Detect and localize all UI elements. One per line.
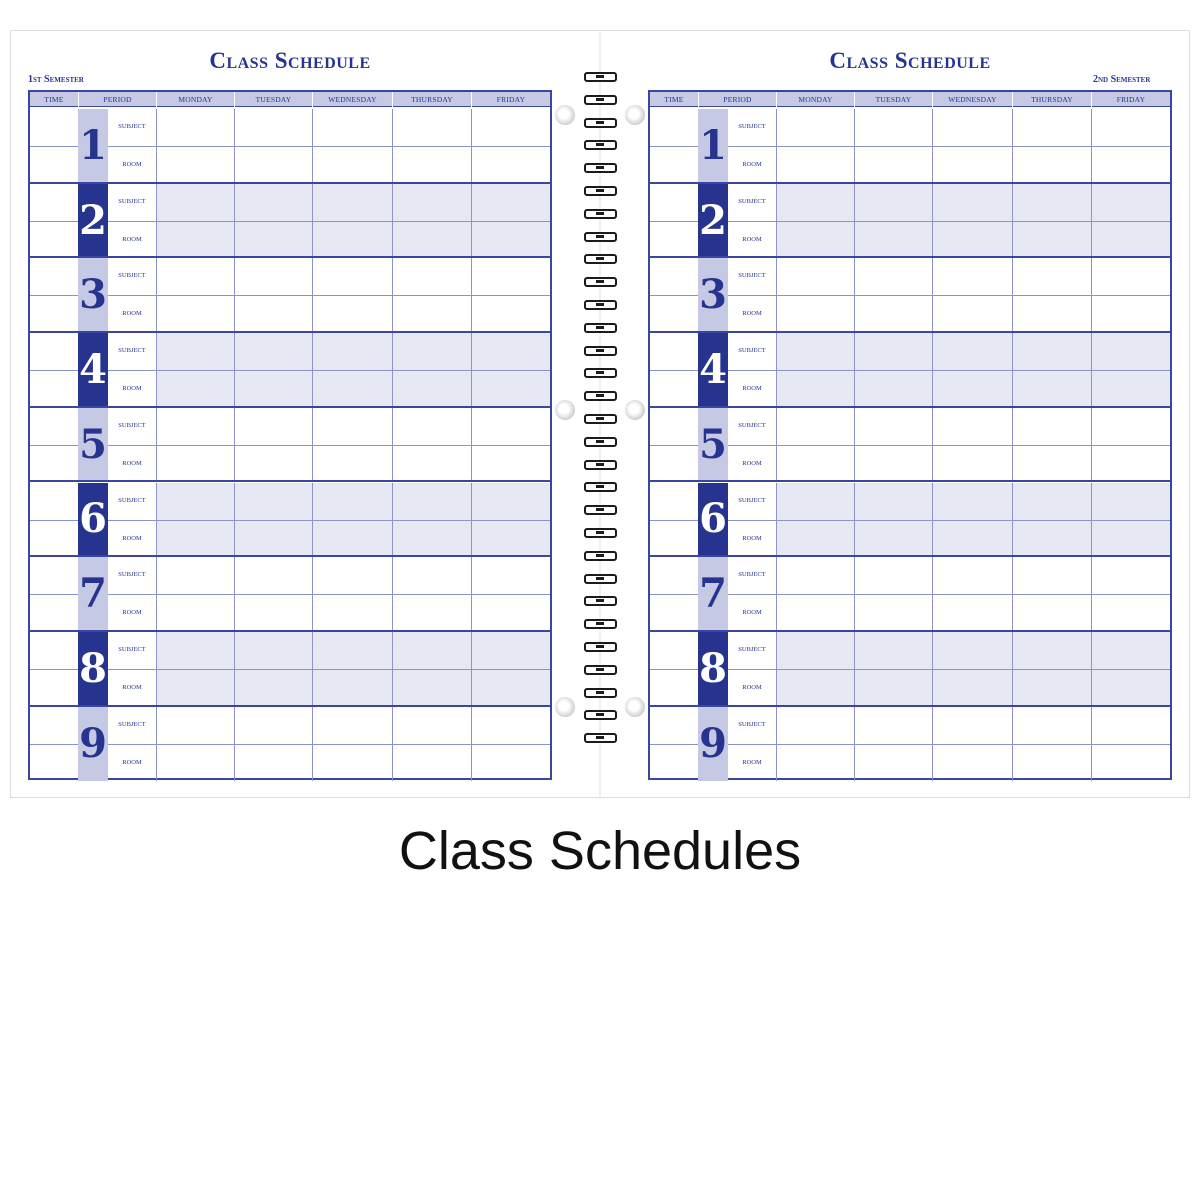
- room-label: ROOM: [122, 758, 142, 766]
- subject-label: SUBJECT: [118, 645, 146, 653]
- room-label: ROOM: [122, 310, 142, 318]
- row-divider: [30, 445, 550, 446]
- subject-label: SUBJECT: [738, 720, 766, 728]
- column-header-wednesday: WEDNESDAY: [312, 92, 392, 107]
- column-divider: [1091, 707, 1092, 782]
- right-page-title: Class Schedule: [829, 48, 991, 73]
- column-divider: [471, 483, 472, 556]
- subject-label: SUBJECT: [118, 272, 146, 280]
- column-divider: [1091, 557, 1092, 630]
- spiral-coil: [584, 551, 617, 561]
- period-row: [650, 408, 1170, 483]
- column-divider: [854, 333, 855, 406]
- column-divider: [932, 483, 933, 556]
- column-divider: [392, 258, 393, 331]
- column-divider: [156, 707, 157, 782]
- column-divider: [471, 333, 472, 406]
- period-row: [30, 557, 550, 632]
- room-label: ROOM: [122, 683, 142, 691]
- column-divider: [1091, 333, 1092, 406]
- room-label: ROOM: [742, 385, 762, 393]
- subject-label: SUBJECT: [738, 645, 766, 653]
- column-divider: [932, 109, 933, 182]
- subject-label: SUBJECT: [118, 197, 146, 205]
- spiral-coil: [584, 733, 617, 743]
- column-header-friday: FRIDAY: [471, 92, 550, 107]
- spiral-coil: [584, 232, 617, 242]
- spiral-coil: [584, 368, 617, 378]
- column-divider: [1091, 109, 1092, 182]
- spiral-coil: [584, 163, 617, 173]
- column-divider: [932, 333, 933, 406]
- room-label: ROOM: [122, 385, 142, 393]
- period-row: [30, 707, 550, 782]
- spiral-coil: [584, 118, 617, 128]
- punch-hole: [625, 400, 645, 420]
- column-divider: [312, 258, 313, 331]
- column-header-time: TIME: [44, 95, 64, 104]
- column-divider: [1012, 707, 1013, 782]
- spiral-coil: [584, 95, 617, 105]
- row-divider: [30, 669, 550, 670]
- column-divider: [932, 632, 933, 705]
- period-number: 4: [78, 333, 108, 406]
- room-label: ROOM: [742, 459, 762, 467]
- period-number: 2: [78, 184, 108, 257]
- room-label: ROOM: [742, 310, 762, 318]
- period-number: 7: [78, 557, 108, 630]
- column-divider: [234, 707, 235, 782]
- row-divider: [30, 594, 550, 595]
- row-divider: [650, 370, 1170, 371]
- punch-hole: [625, 697, 645, 717]
- column-divider: [776, 557, 777, 630]
- column-header-monday: MONDAY: [776, 92, 854, 107]
- column-divider: [776, 408, 777, 481]
- room-label: ROOM: [742, 235, 762, 243]
- column-divider: [156, 408, 157, 481]
- left-schedule-table: [28, 90, 552, 780]
- column-divider: [1012, 632, 1013, 705]
- period-row: [30, 333, 550, 408]
- period-row: [650, 258, 1170, 333]
- row-divider: [30, 520, 550, 521]
- period-row: [30, 483, 550, 558]
- row-divider: [650, 146, 1170, 147]
- spiral-coil: [584, 72, 617, 82]
- period-row: [650, 557, 1170, 632]
- column-divider: [932, 707, 933, 782]
- period-number: 8: [78, 632, 108, 705]
- column-divider: [776, 184, 777, 257]
- column-divider: [932, 258, 933, 331]
- row-divider: [30, 146, 550, 147]
- spiral-coil: [584, 460, 617, 470]
- column-divider: [471, 557, 472, 630]
- period-row: [650, 707, 1170, 782]
- column-header-thursday: THURSDAY: [392, 92, 471, 107]
- schedule-header: [30, 92, 550, 107]
- column-divider: [471, 408, 472, 481]
- period-row: [30, 258, 550, 333]
- column-divider: [471, 707, 472, 782]
- spiral-coil: [584, 528, 617, 538]
- spiral-coil: [584, 482, 617, 492]
- column-divider: [392, 632, 393, 705]
- spiral-coil: [584, 140, 617, 150]
- column-divider: [156, 258, 157, 331]
- column-divider: [392, 184, 393, 257]
- spiral-coil: [584, 688, 617, 698]
- column-divider: [234, 184, 235, 257]
- column-header-tuesday: TUESDAY: [234, 92, 312, 107]
- subject-label: SUBJECT: [118, 496, 146, 504]
- left-semester-label: 1st Semester: [28, 74, 84, 85]
- punch-hole: [555, 105, 575, 125]
- punch-hole: [625, 105, 645, 125]
- spiral-coil: [584, 186, 617, 196]
- row-divider: [30, 744, 550, 745]
- row-divider: [650, 669, 1170, 670]
- column-header-friday: FRIDAY: [1091, 92, 1170, 107]
- column-divider: [392, 333, 393, 406]
- column-divider: [392, 483, 393, 556]
- period-number: 5: [698, 408, 728, 481]
- column-divider: [1012, 109, 1013, 182]
- column-divider: [234, 632, 235, 705]
- subject-label: SUBJECT: [738, 571, 766, 579]
- subject-label: SUBJECT: [118, 571, 146, 579]
- column-divider: [392, 557, 393, 630]
- spiral-coil: [584, 437, 617, 447]
- column-divider: [854, 109, 855, 182]
- column-divider: [234, 333, 235, 406]
- room-label: ROOM: [742, 683, 762, 691]
- subject-label: SUBJECT: [118, 720, 146, 728]
- column-divider: [1091, 632, 1092, 705]
- column-divider: [854, 258, 855, 331]
- spiral-coil: [584, 277, 617, 287]
- column-divider: [471, 258, 472, 331]
- column-divider: [776, 109, 777, 182]
- column-divider: [1012, 184, 1013, 257]
- period-number: 6: [78, 483, 108, 556]
- period-number: 1: [78, 109, 108, 182]
- right-schedule-table: [648, 90, 1172, 780]
- subject-label: SUBJECT: [738, 496, 766, 504]
- room-label: ROOM: [742, 758, 762, 766]
- period-row: [650, 109, 1170, 184]
- spiral-coil: [584, 414, 617, 424]
- column-header-period: PERIOD: [78, 92, 156, 107]
- period-number: 3: [698, 258, 728, 331]
- row-divider: [650, 594, 1170, 595]
- column-header-monday: MONDAY: [156, 92, 234, 107]
- column-divider: [156, 184, 157, 257]
- room-label: ROOM: [122, 235, 142, 243]
- column-divider: [1012, 333, 1013, 406]
- column-divider: [156, 483, 157, 556]
- column-divider: [312, 557, 313, 630]
- period-number: 9: [78, 707, 108, 782]
- column-divider: [776, 333, 777, 406]
- schedule-header: [650, 92, 1170, 107]
- period-row: [30, 184, 550, 259]
- subject-label: SUBJECT: [118, 421, 146, 429]
- period-number: 4: [698, 333, 728, 406]
- column-divider: [776, 483, 777, 556]
- column-divider: [312, 632, 313, 705]
- column-divider: [312, 707, 313, 782]
- period-row: [30, 408, 550, 483]
- row-divider: [650, 520, 1170, 521]
- row-divider: [30, 295, 550, 296]
- spiral-coil: [584, 323, 617, 333]
- room-label: ROOM: [742, 609, 762, 617]
- column-divider: [234, 408, 235, 481]
- left-page-title: Class Schedule: [209, 48, 371, 73]
- period-number: 8: [698, 632, 728, 705]
- period-number: 9: [698, 707, 728, 782]
- row-divider: [650, 744, 1170, 745]
- column-divider: [776, 632, 777, 705]
- row-divider: [650, 221, 1170, 222]
- column-divider: [1091, 408, 1092, 481]
- column-divider: [234, 483, 235, 556]
- column-divider: [1012, 557, 1013, 630]
- spiral-coil: [584, 665, 617, 675]
- column-divider: [234, 557, 235, 630]
- period-number: 3: [78, 258, 108, 331]
- column-divider: [776, 258, 777, 331]
- row-divider: [650, 295, 1170, 296]
- column-divider: [156, 632, 157, 705]
- subject-label: SUBJECT: [738, 197, 766, 205]
- period-number: 2: [698, 184, 728, 257]
- column-divider: [312, 184, 313, 257]
- subject-label: SUBJECT: [118, 347, 146, 355]
- column-divider: [854, 184, 855, 257]
- subject-label: SUBJECT: [738, 421, 766, 429]
- right-semester-label: 2nd Semester: [1093, 74, 1151, 85]
- spiral-coil: [584, 300, 617, 310]
- subject-label: SUBJECT: [738, 347, 766, 355]
- period-row: [30, 109, 550, 184]
- spiral-coil: [584, 391, 617, 401]
- period-number: 1: [698, 109, 728, 182]
- column-divider: [471, 632, 472, 705]
- subject-label: SUBJECT: [738, 272, 766, 280]
- column-divider: [1012, 258, 1013, 331]
- column-divider: [1091, 184, 1092, 257]
- column-divider: [854, 557, 855, 630]
- column-divider: [854, 408, 855, 481]
- room-label: ROOM: [122, 459, 142, 467]
- period-number: 7: [698, 557, 728, 630]
- spiral-coil: [584, 505, 617, 515]
- column-divider: [312, 109, 313, 182]
- row-divider: [650, 445, 1170, 446]
- period-row: [650, 632, 1170, 707]
- column-header-tuesday: TUESDAY: [854, 92, 932, 107]
- column-divider: [1091, 258, 1092, 331]
- column-divider: [776, 707, 777, 782]
- column-divider: [392, 408, 393, 481]
- row-divider: [30, 221, 550, 222]
- column-divider: [471, 109, 472, 182]
- room-label: ROOM: [122, 534, 142, 542]
- period-row: [650, 184, 1170, 259]
- spiral-coil: [584, 596, 617, 606]
- punch-hole: [555, 697, 575, 717]
- column-divider: [156, 557, 157, 630]
- room-label: ROOM: [742, 534, 762, 542]
- column-divider: [854, 707, 855, 782]
- period-number: 5: [78, 408, 108, 481]
- room-label: ROOM: [122, 609, 142, 617]
- column-divider: [156, 333, 157, 406]
- column-divider: [156, 109, 157, 182]
- column-divider: [392, 707, 393, 782]
- column-divider: [932, 184, 933, 257]
- column-divider: [1012, 408, 1013, 481]
- column-divider: [854, 483, 855, 556]
- column-header-wednesday: WEDNESDAY: [932, 92, 1012, 107]
- punch-hole: [555, 400, 575, 420]
- column-divider: [932, 408, 933, 481]
- column-divider: [312, 408, 313, 481]
- column-divider: [471, 184, 472, 257]
- caption: Class Schedules: [398, 821, 802, 881]
- column-divider: [312, 483, 313, 556]
- period-row: [30, 632, 550, 707]
- period-number: 6: [698, 483, 728, 556]
- column-divider: [392, 109, 393, 182]
- period-row: [650, 483, 1170, 558]
- row-divider: [30, 370, 550, 371]
- column-header-thursday: THURSDAY: [1012, 92, 1091, 107]
- room-label: ROOM: [122, 161, 142, 168]
- room-label: ROOM: [742, 161, 762, 168]
- period-row: [650, 333, 1170, 408]
- column-divider: [234, 109, 235, 182]
- column-divider: [932, 557, 933, 630]
- spiral-coil: [584, 254, 617, 264]
- column-divider: [854, 632, 855, 705]
- column-header-time: TIME: [664, 95, 684, 104]
- spiral-coil: [584, 619, 617, 629]
- column-divider: [234, 258, 235, 331]
- spiral-coil: [584, 209, 617, 219]
- column-header-period: PERIOD: [698, 92, 776, 107]
- column-divider: [1012, 483, 1013, 556]
- column-divider: [1091, 483, 1092, 556]
- subject-label: SUBJECT: [118, 123, 146, 130]
- subject-label: SUBJECT: [738, 123, 766, 130]
- column-divider: [312, 333, 313, 406]
- spiral-coil: [584, 574, 617, 584]
- spiral-coil: [584, 346, 617, 356]
- spiral-coil: [584, 710, 617, 720]
- spiral-coil: [584, 642, 617, 652]
